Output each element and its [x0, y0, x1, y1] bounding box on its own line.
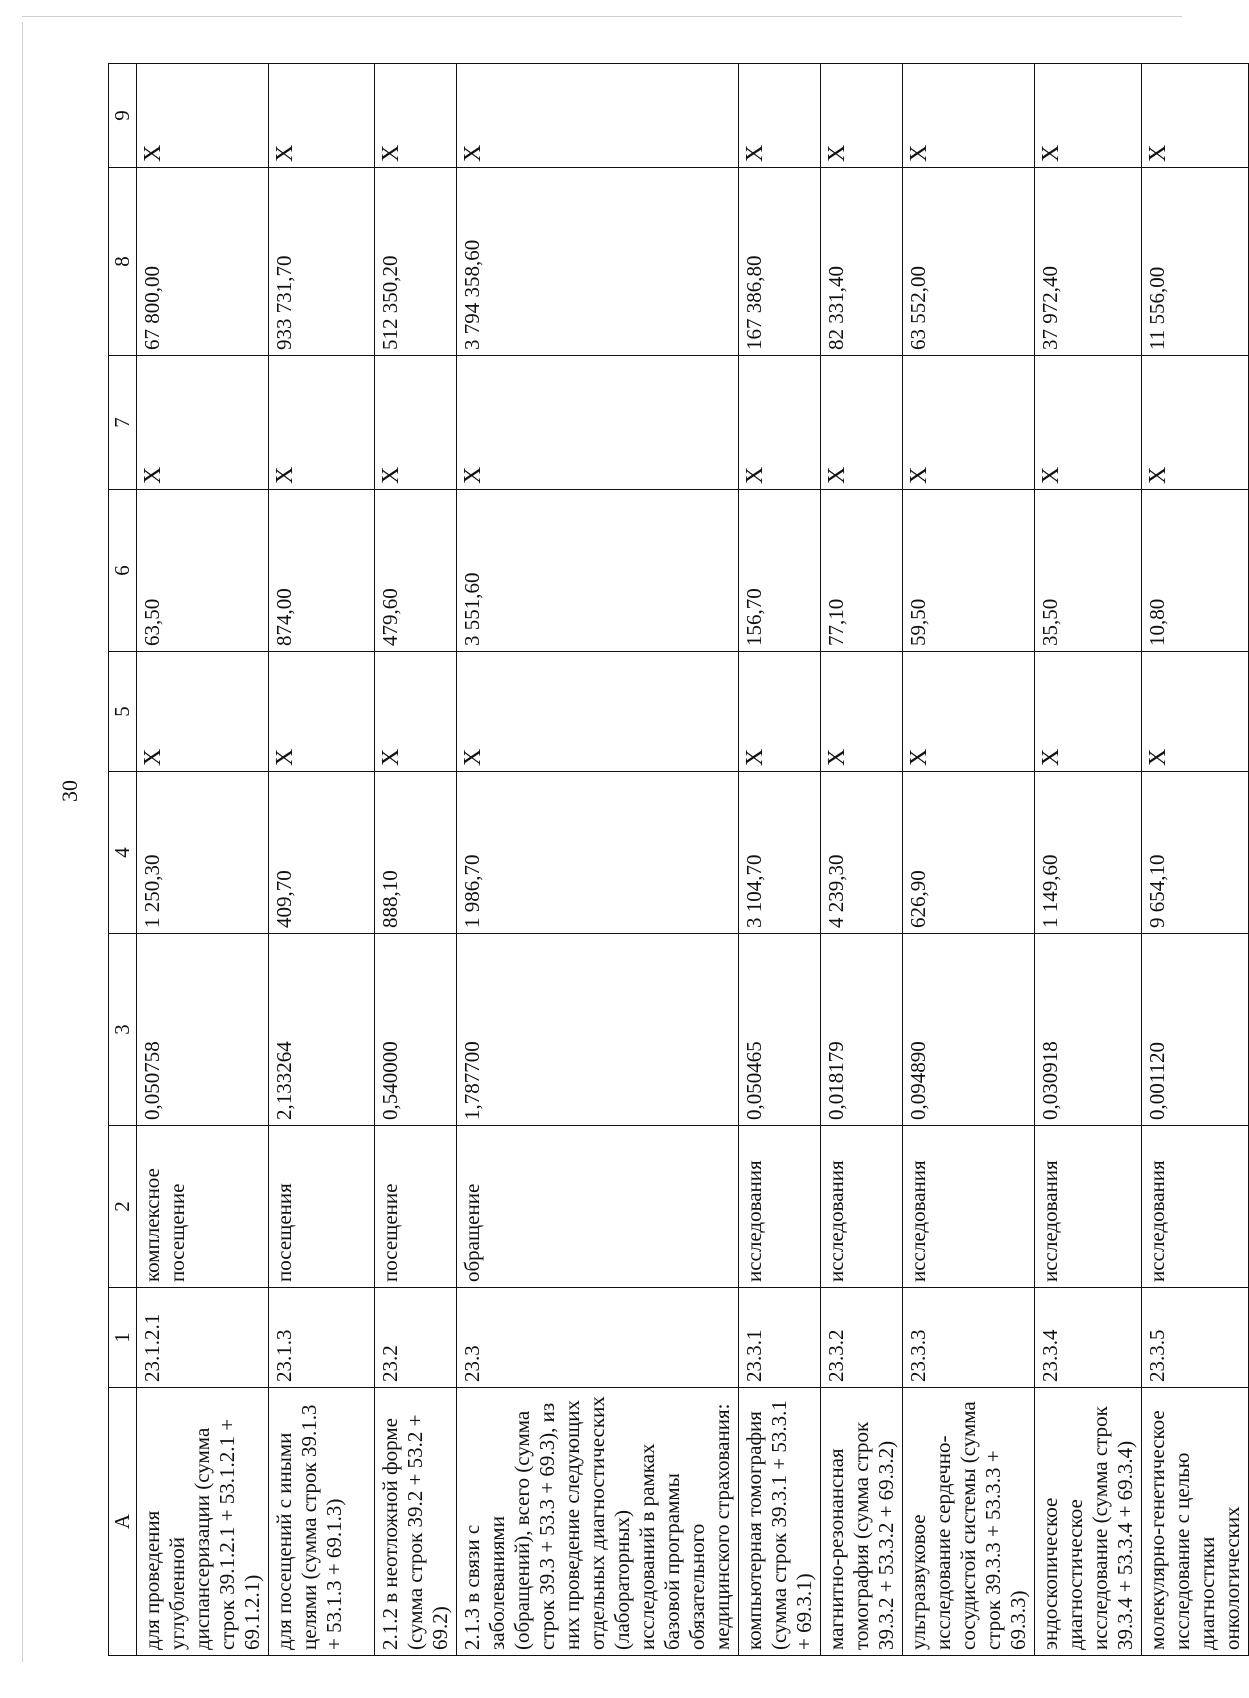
rotated-table-container: [108, 64, 1244, 1656]
cell-unit: исследования: [1035, 1126, 1142, 1288]
cell-value-6: 874,00: [269, 490, 375, 652]
cell-value-7: X: [903, 356, 1035, 490]
table-row: [137, 64, 269, 1656]
table-header: [109, 64, 137, 1656]
cell-value-8: 3 794 358,60: [457, 168, 739, 356]
header-cell-1: 1: [109, 1288, 137, 1388]
table-row: [375, 64, 457, 1656]
cell-value-9: X: [457, 64, 739, 168]
cell-value-8: 167 386,80: [739, 168, 821, 356]
cell-row-code: 23.1.2.1: [137, 1288, 269, 1388]
table-row: [903, 64, 1035, 1656]
cell-value-7: X: [457, 356, 739, 490]
cell-description: компьютерная томография (сумма строк 39.3.1 + 53.3.1 + 69.3.1): [739, 1388, 821, 1656]
cell-value-4: 1 986,70: [457, 772, 739, 934]
cell-value-6: 63,50: [137, 490, 269, 652]
cell-value-8: 933 731,70: [269, 168, 375, 356]
header-cell-8: 8: [109, 168, 137, 356]
cell-row-code: 23.1.3: [269, 1288, 375, 1388]
header-row: [109, 64, 137, 1656]
table-body: [137, 64, 1249, 1656]
cell-value-9: X: [269, 64, 375, 168]
header-cell-3: 3: [109, 934, 137, 1126]
cell-description: магнитно-резонансная томография (сумма строк 39.3.2 + 53.3.2 + 69.3.2): [821, 1388, 903, 1656]
cell-value-8: 63 552,00: [903, 168, 1035, 356]
cell-unit: исследования: [739, 1126, 821, 1288]
cell-description: для проведения углубленной диспансеризации (сумма строк 39.1.2.1 + 53.1.2.1 + 69.1.2.1): [137, 1388, 269, 1656]
cell-value-3: 0,050758: [137, 934, 269, 1126]
cell-row-code: 23.3.4: [1035, 1288, 1142, 1388]
cell-value-8: 11 556,00: [1142, 168, 1249, 356]
header-cell-7: 7: [109, 356, 137, 490]
cell-value-9: X: [1142, 64, 1249, 168]
header-cell-4: 4: [109, 772, 137, 934]
scan-edge-top: [22, 16, 1182, 17]
cell-value-7: X: [1142, 356, 1249, 490]
cell-value-3: 2,133264: [269, 934, 375, 1126]
cell-value-5: X: [1035, 652, 1142, 772]
cell-value-5: X: [1142, 652, 1249, 772]
cell-value-6: 479,60: [375, 490, 457, 652]
cell-value-3: 0,018179: [821, 934, 903, 1126]
cell-description: для посещений с иными целями (сумма строк 39.1.3 + 53.1.3 + 69.1.3): [269, 1388, 375, 1656]
cell-value-6: 59,50: [903, 490, 1035, 652]
cell-value-7: X: [1035, 356, 1142, 490]
cell-value-5: X: [903, 652, 1035, 772]
table-row: [821, 64, 903, 1656]
cell-value-5: X: [137, 652, 269, 772]
cell-value-5: X: [739, 652, 821, 772]
header-cell-2: 2: [109, 1126, 137, 1288]
cell-value-4: 1 250,30: [137, 772, 269, 934]
cell-value-4: 626,90: [903, 772, 1035, 934]
cell-value-4: 409,70: [269, 772, 375, 934]
cell-value-3: 0,094890: [903, 934, 1035, 1126]
cell-value-8: 67 800,00: [137, 168, 269, 356]
table-row: [1035, 64, 1142, 1656]
cell-value-5: X: [457, 652, 739, 772]
table-row: [1142, 64, 1249, 1656]
cell-value-5: X: [821, 652, 903, 772]
cell-value-9: X: [739, 64, 821, 168]
cell-description: молекулярно-генетическое исследование с целью диагностики онкологических: [1142, 1388, 1249, 1656]
cell-unit: обращение: [457, 1126, 739, 1288]
cell-unit: исследования: [1142, 1126, 1249, 1288]
table-row: [269, 64, 375, 1656]
cell-value-6: 3 551,60: [457, 490, 739, 652]
cell-unit: посещение: [375, 1126, 457, 1288]
data-table: [108, 63, 1249, 1656]
page-number: 30: [57, 780, 82, 802]
cell-value-6: 77,10: [821, 490, 903, 652]
cell-value-9: X: [903, 64, 1035, 168]
cell-unit: посещения: [269, 1126, 375, 1288]
header-cell-A: A: [109, 1388, 137, 1656]
cell-description: 2.1.2 в неотложной форме (сумма строк 39.2 + 53.2 + 69.2): [375, 1388, 457, 1656]
cell-row-code: 23.3.3: [903, 1288, 1035, 1388]
header-cell-9: 9: [109, 64, 137, 168]
cell-value-7: X: [137, 356, 269, 490]
table-row: [457, 64, 739, 1656]
cell-value-3: 0,050465: [739, 934, 821, 1126]
cell-value-3: 0,540000: [375, 934, 457, 1126]
cell-value-3: 0,030918: [1035, 934, 1142, 1126]
cell-value-4: 1 149,60: [1035, 772, 1142, 934]
cell-value-7: X: [375, 356, 457, 490]
cell-unit: комплексное посещение: [137, 1126, 269, 1288]
cell-value-4: 888,10: [375, 772, 457, 934]
cell-value-6: 35,50: [1035, 490, 1142, 652]
cell-value-5: X: [375, 652, 457, 772]
cell-row-code: 23.3: [457, 1288, 739, 1388]
cell-description: эндоскопическое диагностическое исследование (сумма строк 39.3.4 + 53.3.4 + 69.3.4): [1035, 1388, 1142, 1656]
cell-value-9: X: [375, 64, 457, 168]
cell-value-7: X: [739, 356, 821, 490]
cell-value-8: 82 331,40: [821, 168, 903, 356]
cell-value-3: 1,787700: [457, 934, 739, 1126]
cell-row-code: 23.3.2: [821, 1288, 903, 1388]
scan-edge-left: [22, 22, 23, 1662]
cell-value-4: 4 239,30: [821, 772, 903, 934]
cell-row-code: 23.3.5: [1142, 1288, 1249, 1388]
cell-value-8: 37 972,40: [1035, 168, 1142, 356]
cell-value-8: 512 350,20: [375, 168, 457, 356]
cell-unit: исследования: [821, 1126, 903, 1288]
cell-value-5: X: [269, 652, 375, 772]
cell-value-4: 3 104,70: [739, 772, 821, 934]
cell-value-6: 156,70: [739, 490, 821, 652]
cell-value-7: X: [269, 356, 375, 490]
cell-value-3: 0,001120: [1142, 934, 1249, 1126]
cell-description: 2.1.3 в связи с заболеваниями (обращений), всего (сумма строк 39.3 + 53.3 + 69.3), из них проведение следующих отдельных диагностических (лабораторных) исследований в рамках базовой программы обязательного медицинского страхования:: [457, 1388, 739, 1656]
header-cell-6: 6: [109, 490, 137, 652]
cell-unit: исследования: [903, 1126, 1035, 1288]
cell-value-9: X: [1035, 64, 1142, 168]
cell-value-9: X: [821, 64, 903, 168]
table-row: [739, 64, 821, 1656]
cell-value-6: 10,80: [1142, 490, 1249, 652]
cell-value-9: X: [137, 64, 269, 168]
cell-row-code: 23.3.1: [739, 1288, 821, 1388]
header-cell-5: 5: [109, 652, 137, 772]
cell-value-4: 9 654,10: [1142, 772, 1249, 934]
cell-row-code: 23.2: [375, 1288, 457, 1388]
cell-description: ультразвуковое исследование сердечно-сосудистой системы (сумма строк 39.3.3 + 53.3.3 + 69.3.3): [903, 1388, 1035, 1656]
cell-value-7: X: [821, 356, 903, 490]
